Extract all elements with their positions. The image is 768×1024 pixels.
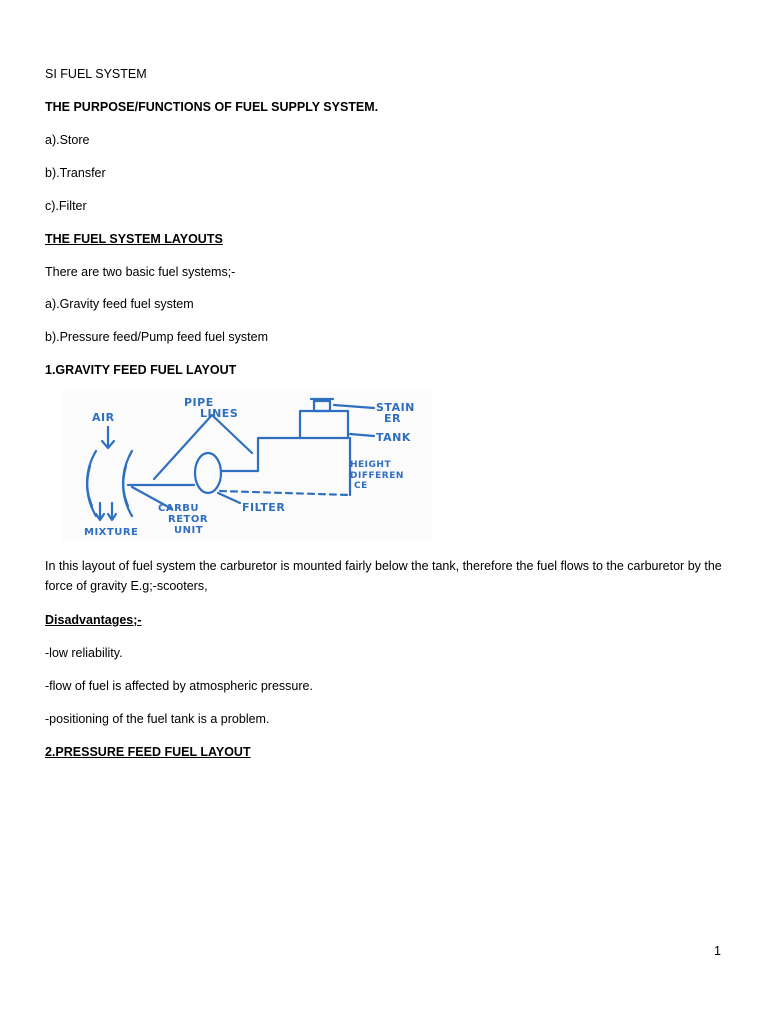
- page-number: 1: [714, 944, 721, 958]
- system-item: b).Pressure feed/Pump feed fuel system: [45, 330, 269, 344]
- function-item: c).Filter: [45, 199, 87, 213]
- layouts-intro: There are two basic fuel systems;-: [45, 265, 236, 279]
- layouts-heading: THE FUEL SYSTEM LAYOUTS: [45, 232, 223, 246]
- label-strainer-2: ER: [384, 412, 401, 425]
- disadvantage-item: -low reliability.: [45, 646, 123, 660]
- system-item: a).Gravity feed fuel system: [45, 297, 194, 311]
- label-height-2: DIFFEREN: [350, 471, 404, 481]
- pressure-heading: 2.PRESSURE FEED FUEL LAYOUT: [45, 745, 251, 759]
- function-item: b).Transfer: [45, 166, 106, 180]
- gravity-heading: 1.GRAVITY FEED FUEL LAYOUT: [45, 363, 237, 377]
- disadvantage-item: -flow of fuel is affected by atmospheric pressure.: [45, 679, 313, 693]
- label-strainer: STAIN: [376, 401, 415, 414]
- label-carburetor-2: RETOR: [168, 514, 209, 525]
- disadvantage-item: -positioning of the fuel tank is a problem.: [45, 712, 270, 726]
- label-height-3: CE: [354, 481, 368, 491]
- label-filter: FILTER: [242, 501, 286, 514]
- label-tank: TANK: [376, 431, 411, 444]
- label-mixture: MIXTURE: [84, 527, 139, 538]
- label-lines: LINES: [200, 407, 239, 420]
- label-carburetor: CARBU: [158, 503, 200, 514]
- gravity-paragraph: In this layout of fuel system the carburetor is mounted fairly below the tank, therefore the fuel flows to the carburetor by the force of gravity E.g;-scooters,: [45, 559, 722, 593]
- label-air: AIR: [92, 411, 115, 424]
- label-height: HEIGHT: [350, 460, 392, 470]
- function-item: a).Store: [45, 133, 90, 147]
- label-pipe: PIPE: [184, 396, 214, 409]
- purpose-heading: THE PURPOSE/FUNCTIONS OF FUEL SUPPLY SYSTEM.: [45, 100, 379, 114]
- doc-title: SI FUEL SYSTEM: [45, 67, 147, 81]
- label-carburetor-3: UNIT: [174, 525, 204, 536]
- gravity-feed-diagram: [62, 391, 432, 541]
- disadvantages-heading: Disadvantages;-: [45, 613, 142, 627]
